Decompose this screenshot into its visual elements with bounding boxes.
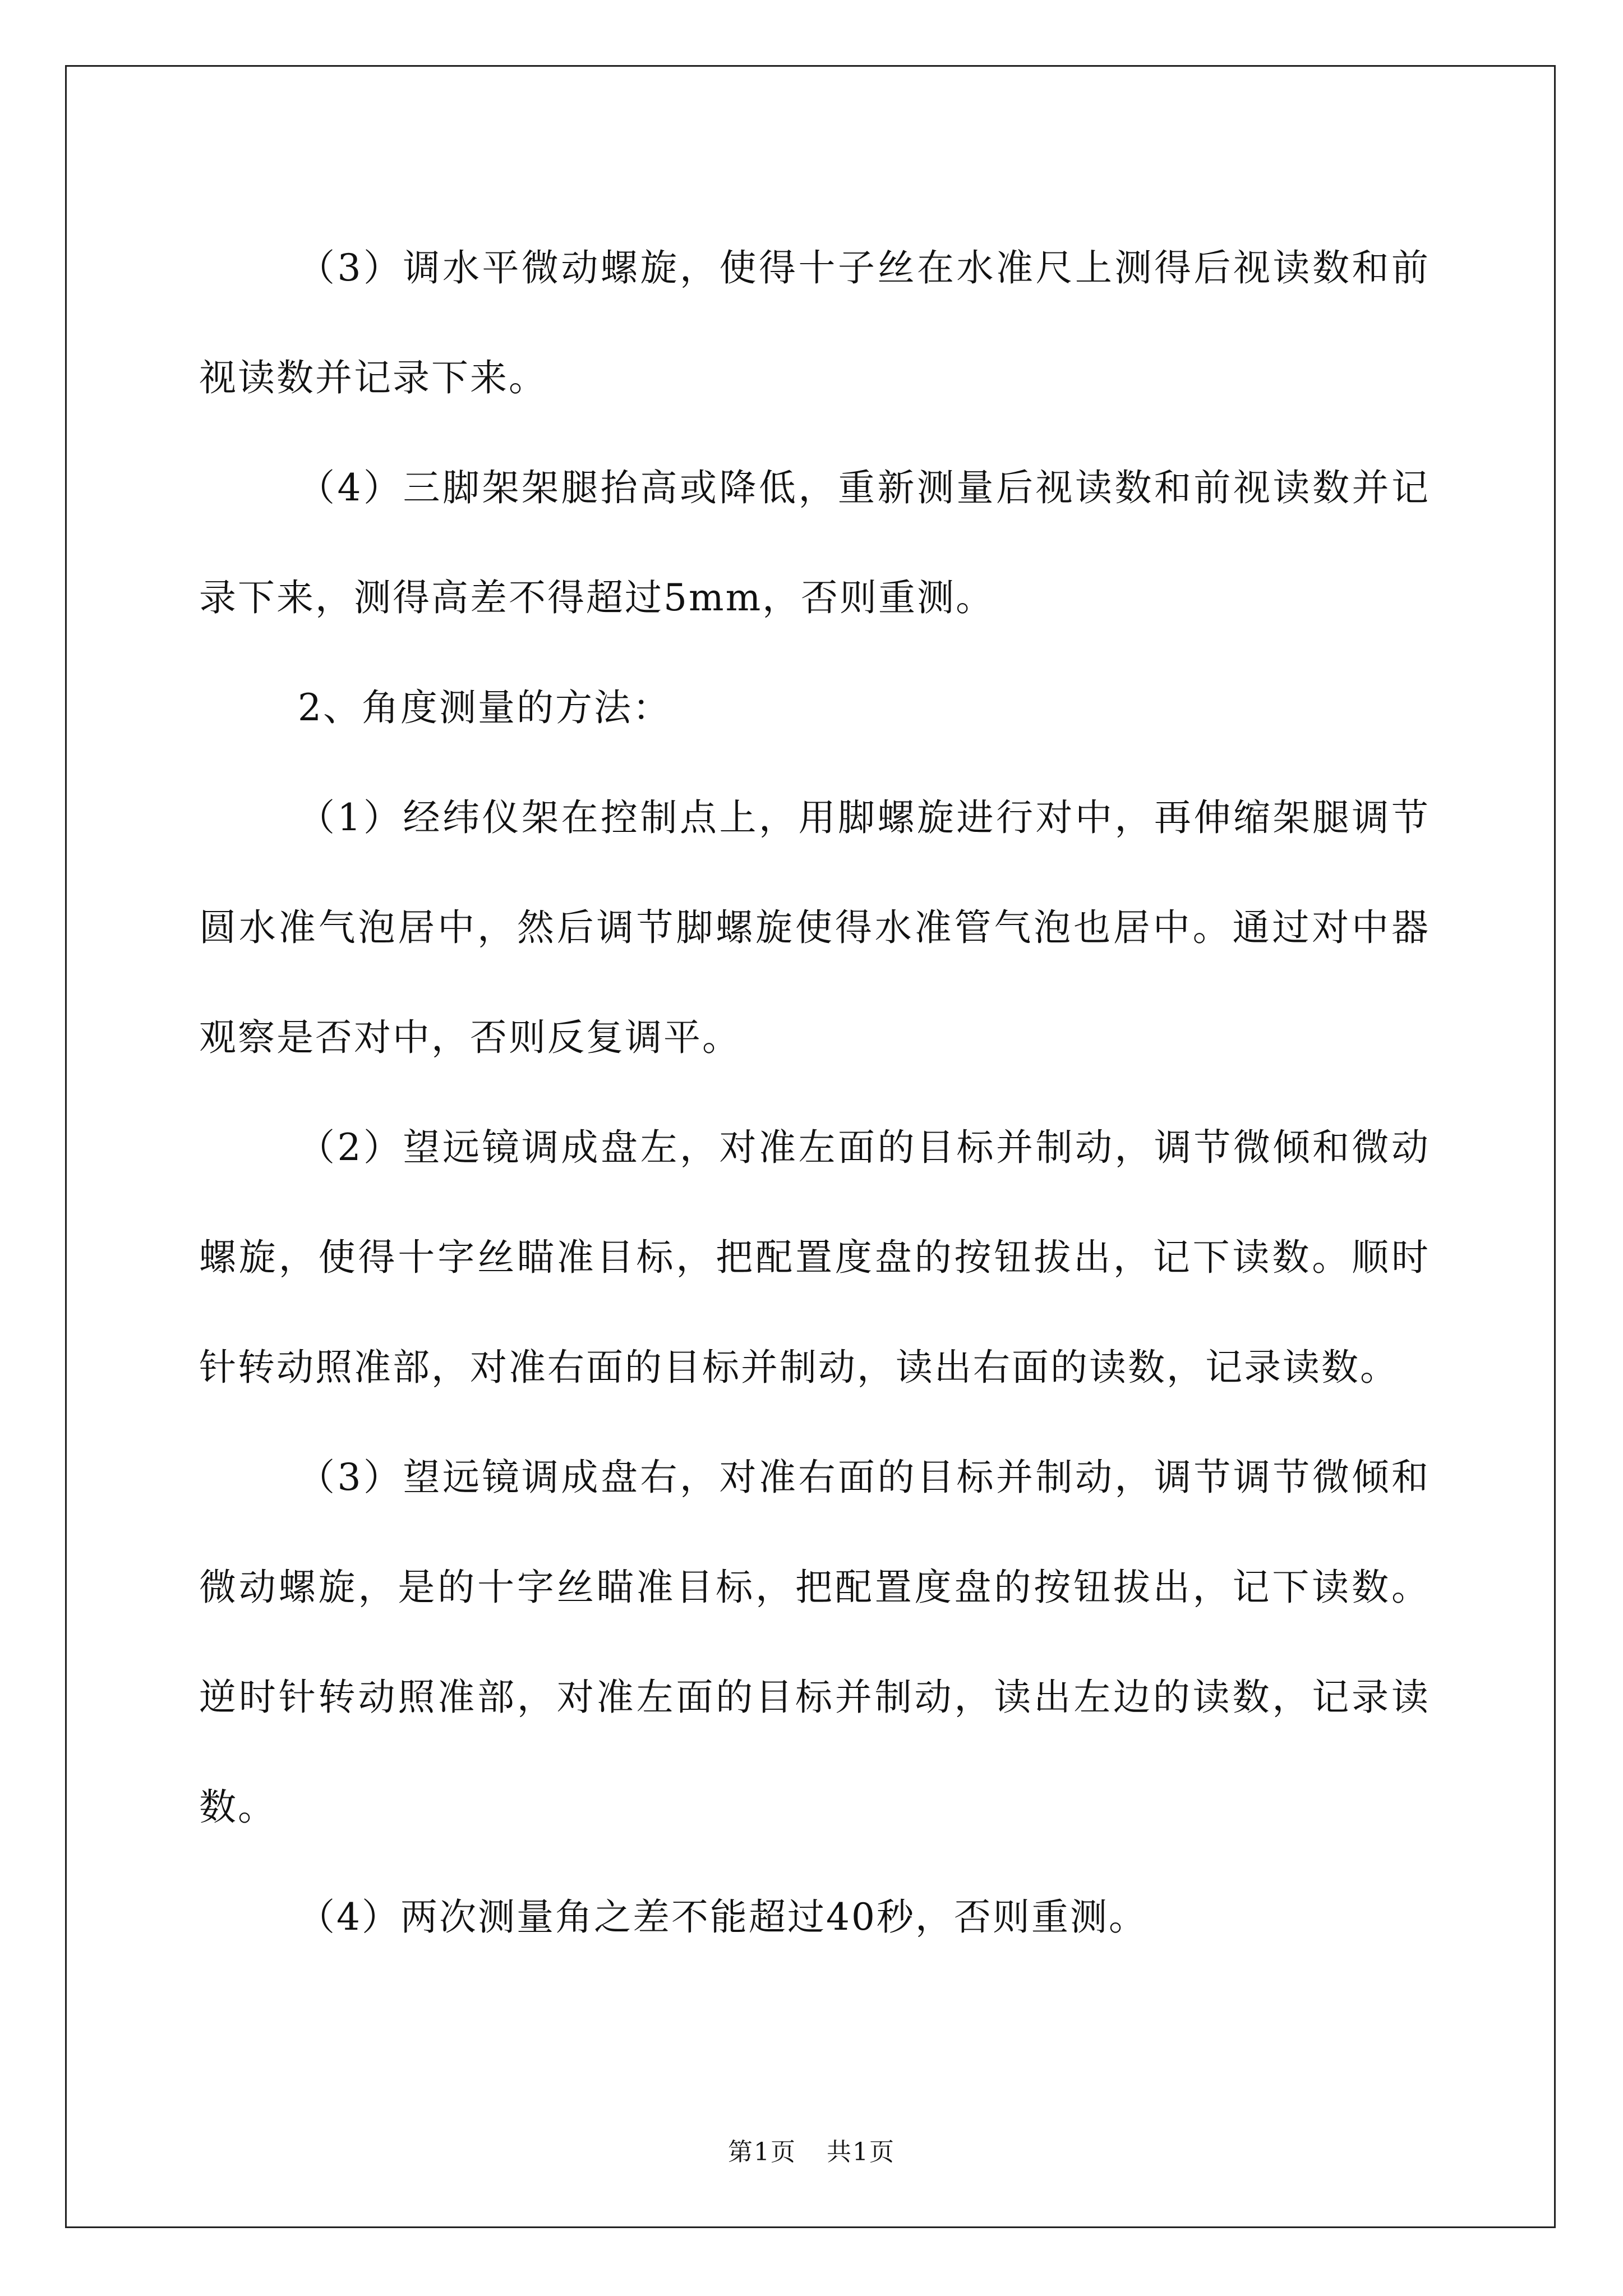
page-number-current: 第1页 xyxy=(728,2138,796,2166)
paragraph-level-step-3: （3）调水平微动螺旋，使得十子丝在水准尺上测得后视读数和前视读数并记录下来。 xyxy=(199,246,1430,399)
paragraph-angle-step-4: （4）两次测量角之差不能超过40秒，否则重测。 xyxy=(298,1895,1147,1939)
paragraph-angle-step-3: （3）望远镜调成盘右，对准右面的目标并制动，调节调节微倾和微动螺旋，是的十字丝瞄准目标，把配置度盘的按钮拔出，记下读数。逆时针转动照准部，对准左面的目标并制动，读出左边的读数，记录读数。 xyxy=(199,1456,1430,1829)
paragraph-angle-step-1: （1）经纬仪架在控制点上，用脚螺旋进行对中，再伸缩架腿调节圆水准气泡居中，然后调节脚螺旋使得水准管气泡也居中。通过对中器观察是否对中，否则反复调平。 xyxy=(199,796,1430,1059)
paragraph-angle-step-2: （2）望远镜调成盘左，对准左面的目标并制动，调节微倾和微动螺旋，使得十字丝瞄准目标，把配置度盘的按钮拔出，记下读数。顺时针转动照准部，对准右面的目标并制动，读出右面的读数，记录读数。 xyxy=(199,1126,1430,1389)
section-heading-angle-measurement: 2、角度测量的方法： xyxy=(298,686,671,729)
document-body xyxy=(199,213,1430,1972)
page-footer xyxy=(0,2132,1623,2168)
paragraph-level-step-4: （4）三脚架架腿抬高或降低，重新测量后视读数和前视读数并记录下来，测得高差不得超过5mm，否则重测。 xyxy=(199,466,1430,619)
page-number-total: 共1页 xyxy=(827,2138,895,2166)
